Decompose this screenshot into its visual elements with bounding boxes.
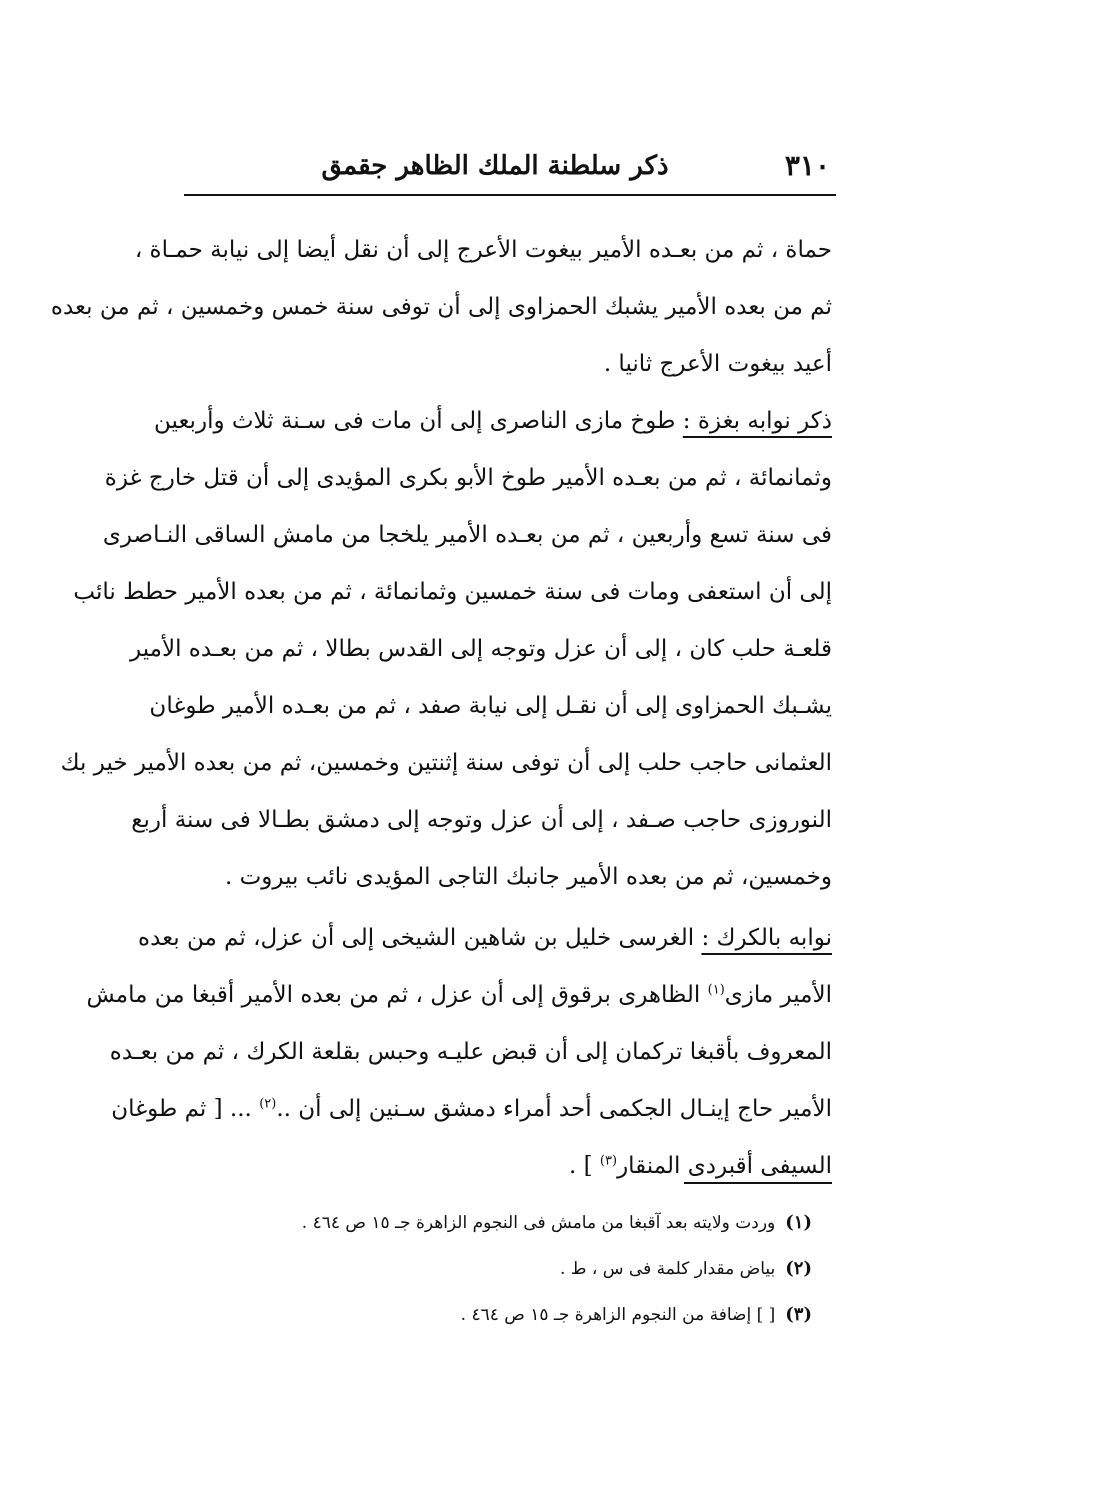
footnote-text: بياض مقدار كلمة فى س ، ط . [559,1259,776,1279]
main-text [50,222,832,1195]
text-run: ] . [569,1153,600,1179]
footnote-number: (٣) [785,1304,812,1325]
footnote-rule [684,1182,832,1184]
paragraph-karak [86,910,832,1195]
text-line: أعيد بيغوت الأعرج ثانيا . [603,351,832,377]
footnote-number: (١) [785,1212,812,1233]
footnote-marker-1[interactable]: (١) [707,982,725,998]
section-heading-karak: نوابه بالكرك : [701,925,832,951]
footnote-text: وردت ولايته بعد آقبغا من مامش فى النجوم الزاهرة جـ ١٥ ص ٤٦٤ . [301,1213,776,1233]
text-run: الظاهرى برقوق إلى أن عزل ، ثم من بعده الأمير أقبغا من مامش [86,982,708,1008]
text-line: حماة ، ثم من بعـده الأمير بيغوت الأعرج إلى أن نقل أيضا إلى نيابة حمـاة ، [134,237,832,263]
text-line: وثمانمائة ، ثم من بعـده الأمير طوخ الأبو بكرى المؤيدى إلى أن قتل خارج غزة [104,465,832,491]
paragraph-gaza [60,393,832,906]
text-run: الأمير حاج إينـال الجكمى أحد أمراء دمشق سـنين إلى أن .. [276,1096,832,1122]
text-line [184,1138,832,1195]
footnote-2 [240,1246,812,1292]
text-line [154,393,832,450]
text-line: قلعـة حلب كان ، إلى أن عزل وتوجه إلى القدس بطالا ، ثم من بعـده الأمير [130,636,832,662]
footnote-text: [ ] إضافة من النجوم الزاهرة جـ ١٥ ص ٤٦٤ . [460,1305,776,1325]
text-line: العثمانى حاجب حلب إلى أن توفى سنة إثنتين وخمسين، ثم من بعده الأمير خير بك [60,750,832,776]
footnote-3 [240,1292,812,1338]
text-line [111,1081,832,1138]
text-line [86,967,832,1024]
page-header [184,146,836,192]
footnote-1 [240,1200,812,1246]
text-run: الأمير مازى [724,982,832,1008]
text-line: ثم من بعده الأمير يشبك الحمزاوى إلى أن توفى سنة خمس وخمسين ، ثم من بعده [50,294,832,320]
text-run: الغرسى خليل بن شاهين الشيخى إلى أن عزل، ثم من بعده [138,925,702,951]
page-number: ٣١٠ [784,149,830,182]
text-run: السيفى أقبردى المنقار [617,1153,832,1179]
section-heading-gaza: ذكر نوابه بغزة : [682,408,832,434]
footnotes [240,1200,812,1338]
text-line: النوروزى حاجب صـفد ، إلى أن عزل وتوجه إلى دمشق بطـالا فى سنة أربع [131,807,832,833]
text-line [138,910,832,967]
paragraph-hama [50,222,832,393]
text-line: وخمسين، ثم من بعده الأمير جانبك التاجى المؤيدى نائب بيروت . [225,864,832,890]
text-line: إلى أن استعفى ومات فى سنة خمسين وثمانمائة ، ثم من بعده الأمير حطط نائب [73,579,832,605]
text-run: ... [ ثم طوغان [111,1096,260,1122]
footnote-marker-3[interactable]: (٣) [599,1153,618,1169]
running-title: ذكر سلطنة الملك الظاهر جقمق [321,151,669,181]
footnote-marker-2[interactable]: (٢) [259,1096,277,1112]
text-line: يشـبك الحمزاوى إلى أن نقـل إلى نيابة صفد ، ثم من بعـده الأمير طوغان [149,693,832,719]
text-line: المعروف بأقبغا تركمان إلى أن قبض عليـه وحبس بقلعة الكرك ، ثم من بعـده [109,1039,832,1065]
header-rule [184,194,836,196]
text-line: فى سنة تسع وأربعين ، ثم من بعـده الأمير يلخجا من مامش الساقى النـاصرى [102,522,832,548]
text-run: طوخ مازى الناصرى إلى أن مات فى سـنة ثلاث وأربعين [154,408,683,434]
footnote-number: (٢) [785,1258,812,1279]
